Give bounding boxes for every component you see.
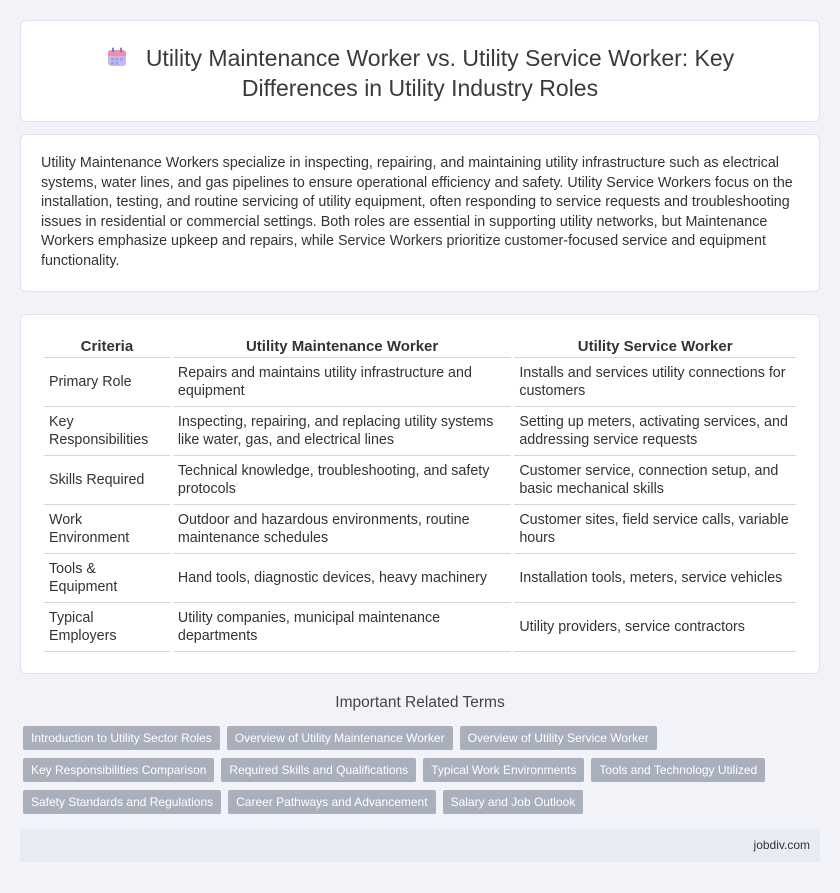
intro-card bbox=[20, 134, 820, 292]
header-service-worker: Utility Service Worker bbox=[514, 334, 796, 358]
intro-paragraph: Utility Maintenance Workers specialize in inspecting, repairing, and maintaining utility infrastructure such as electrical systems, water lines, and gas pipelines to ensure operational efficiency and safety. Utility Service Workers focus on the installation, testing, and routine servicing of utility equipment, often responding to service requests and troubleshooting issues in residential or commercial settings. Both roles are essential in supporting utility networks, but Maintenance Workers emphasize upkeep and repairs, while Service Workers prioritize customer-focused service and equipment functionality. bbox=[41, 155, 793, 269]
table-row bbox=[44, 603, 796, 652]
row-maintenance-value: Repairs and maintains utility infrastructure and equipment bbox=[173, 358, 511, 407]
table-header-row bbox=[44, 334, 796, 358]
page-title-text: Utility Maintenance Worker vs. Utility Service Worker: Key Differences in Utility Industry Roles bbox=[145, 45, 735, 101]
tag-row bbox=[23, 790, 803, 814]
tag-link[interactable]: Salary and Job Outlook bbox=[443, 790, 584, 814]
row-service-value: Customer service, connection setup, and basic mechanical skills bbox=[514, 456, 796, 505]
row-service-value: Utility providers, service contractors bbox=[514, 603, 796, 652]
tag-link[interactable]: Key Responsibilities Comparison bbox=[23, 758, 214, 782]
header-criteria: Criteria bbox=[44, 334, 170, 358]
page-title bbox=[61, 43, 779, 103]
row-service-value: Installation tools, meters, service vehicles bbox=[514, 554, 796, 603]
tag-row bbox=[23, 726, 803, 750]
row-service-value: Customer sites, field service calls, variable hours bbox=[514, 505, 796, 554]
tag-link[interactable]: Overview of Utility Maintenance Worker bbox=[227, 726, 453, 750]
related-terms-title: Important Related Terms bbox=[335, 694, 505, 711]
row-criteria: Typical Employers bbox=[44, 603, 170, 652]
row-criteria: Tools & Equipment bbox=[44, 554, 170, 603]
row-criteria: Work Environment bbox=[44, 505, 170, 554]
tag-link[interactable]: Tools and Technology Utilized bbox=[591, 758, 765, 782]
footer-site-link[interactable]: jobdiv.com bbox=[753, 838, 810, 852]
row-criteria: Key Responsibilities bbox=[44, 407, 170, 456]
tag-link[interactable]: Typical Work Environments bbox=[423, 758, 584, 782]
footer bbox=[20, 829, 820, 862]
comparison-table bbox=[41, 334, 799, 652]
tag-link[interactable]: Required Skills and Qualifications bbox=[221, 758, 416, 782]
related-terms-tags bbox=[23, 726, 803, 822]
table-row bbox=[44, 554, 796, 603]
tag-link[interactable]: Introduction to Utility Sector Roles bbox=[23, 726, 220, 750]
tag-link[interactable]: Overview of Utility Service Worker bbox=[460, 726, 657, 750]
row-maintenance-value: Outdoor and hazardous environments, routine maintenance schedules bbox=[173, 505, 511, 554]
table-row bbox=[44, 358, 796, 407]
header-maintenance-worker: Utility Maintenance Worker bbox=[173, 334, 511, 358]
row-maintenance-value: Technical knowledge, troubleshooting, and safety protocols bbox=[173, 456, 511, 505]
tag-link[interactable]: Career Pathways and Advancement bbox=[228, 790, 435, 814]
row-criteria: Primary Role bbox=[44, 358, 170, 407]
table-row bbox=[44, 407, 796, 456]
tag-link[interactable]: Safety Standards and Regulations bbox=[23, 790, 221, 814]
row-criteria: Skills Required bbox=[44, 456, 170, 505]
row-maintenance-value: Inspecting, repairing, and replacing utility systems like water, gas, and electrical lines bbox=[173, 407, 511, 456]
table-row bbox=[44, 505, 796, 554]
tag-row bbox=[23, 758, 803, 782]
table-row bbox=[44, 456, 796, 505]
comparison-card bbox=[20, 314, 820, 674]
calendar-icon bbox=[106, 46, 128, 68]
row-service-value: Installs and services utility connections for customers bbox=[514, 358, 796, 407]
row-maintenance-value: Hand tools, diagnostic devices, heavy machinery bbox=[173, 554, 511, 603]
header-card bbox=[20, 20, 820, 122]
row-maintenance-value: Utility companies, municipal maintenance departments bbox=[173, 603, 511, 652]
title-wrap bbox=[21, 43, 819, 103]
row-service-value: Setting up meters, activating services, and addressing service requests bbox=[514, 407, 796, 456]
